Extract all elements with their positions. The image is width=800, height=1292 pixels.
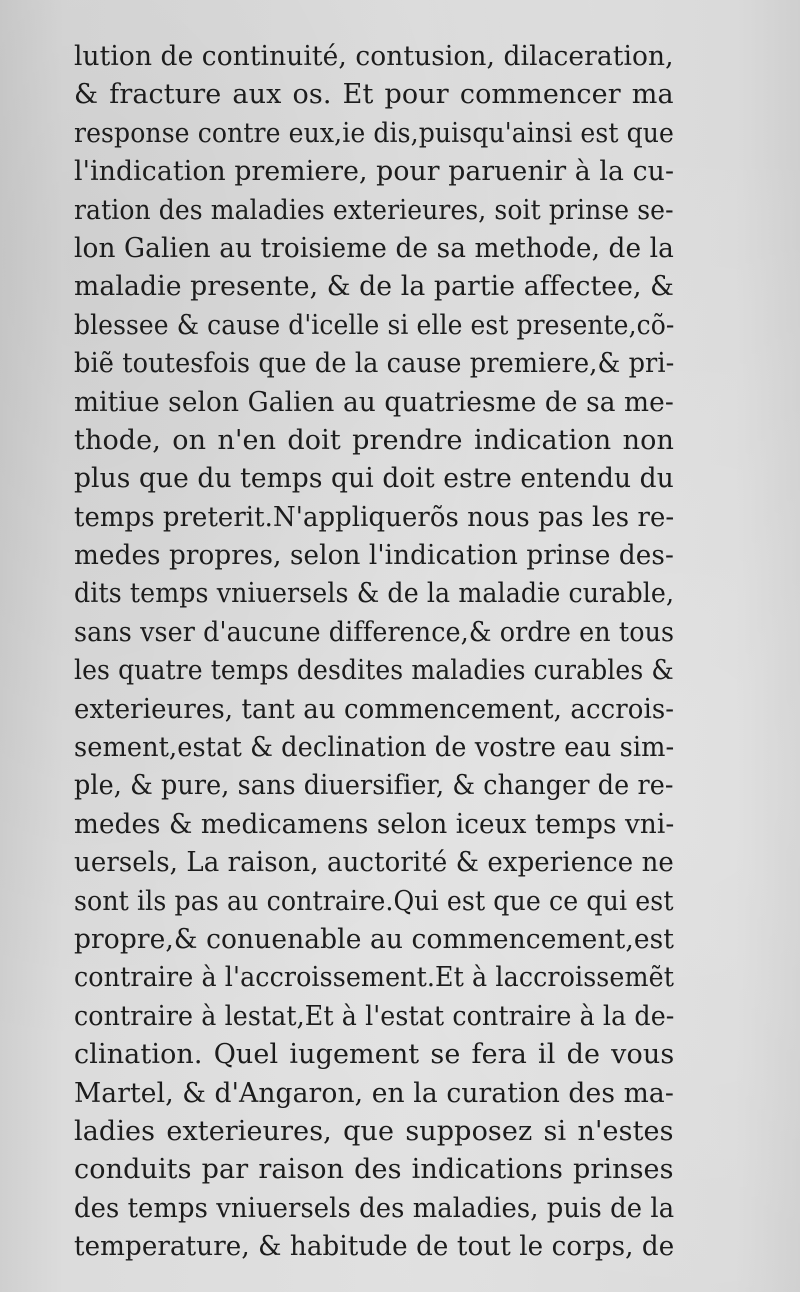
text-line: thode, on n'en doit prendre indication non — [74, 424, 674, 456]
text-line: dits temps vniuersels & de la maladie curable, — [74, 578, 675, 610]
text-line: contraire à lestat,Et à l'estat contraire à la de- — [74, 1000, 675, 1032]
text-line: clination. Quel iugement se fera il de vous — [74, 1039, 675, 1071]
text-line: des temps vniuersels des maladies, puis de la — [74, 1192, 675, 1224]
text-line: biẽ toutesfois que de la cause premiere,& pri- — [74, 348, 675, 380]
text-line: exterieures, tant au commencement, accrois- — [74, 693, 675, 725]
text-line: ration des maladies exterieures, soit prinse se- — [74, 194, 674, 226]
text-line: mitiue selon Galien au quatriesme de sa me- — [74, 386, 674, 418]
text-line: response contre eux,ie dis,puisqu'ainsi est que — [74, 117, 674, 149]
text-line: propre,& conuenable au commencement,est — [74, 923, 675, 955]
text-line: ladies exterieures, que supposez si n'estes — [74, 1115, 674, 1147]
text-line: l'indication premiere, pour paruenir à la cu- — [74, 156, 675, 188]
text-line: uersels, La raison, auctorité & experience ne — [74, 847, 674, 879]
text-line: sont ils pas au contraire.Qui est que ce qui est — [74, 885, 674, 917]
text-line: blessee & cause d'icelle si elle est presente,cõ- — [74, 309, 675, 341]
text-line: ple, & pure, sans diuersifier, & changer de re- — [74, 770, 674, 802]
text-line: les quatre temps desdites maladies curables & — [74, 655, 674, 687]
text-line: temps preterit.N'appliquerõs nous pas les re- — [74, 501, 675, 533]
text-line: contraire à l'accroissement.Et à laccroissemẽt — [74, 962, 675, 994]
text-line: lution de continuité, contusion, dilaceration, — [74, 41, 674, 72]
text-line: sement,estat & declination de vostre eau sim- — [74, 732, 675, 764]
text-line: conduits par raison des indications prinses — [74, 1154, 674, 1186]
text-line: & fracture aux os. Et pour commencer ma — [74, 79, 674, 111]
text-line: temperature, & habitude de tout le corps, de — [74, 1231, 675, 1263]
text-line: medes propres, selon l'indication prinse des- — [74, 540, 674, 572]
body-text — [74, 38, 674, 1267]
text-line: plus que du temps qui doit estre entendu du — [74, 463, 674, 495]
text-line: Martel, & d'Angaron, en la curation des ma- — [74, 1077, 674, 1109]
text-line: lon Galien au troisieme de sa methode, de la — [74, 232, 674, 264]
text-line: maladie presente, & de la partie affectee, & — [74, 271, 674, 303]
text-line: medes & medicamens selon iceux temps vni- — [74, 808, 675, 840]
text-line: sans vser d'aucune difference,& ordre en tous — [74, 616, 675, 648]
